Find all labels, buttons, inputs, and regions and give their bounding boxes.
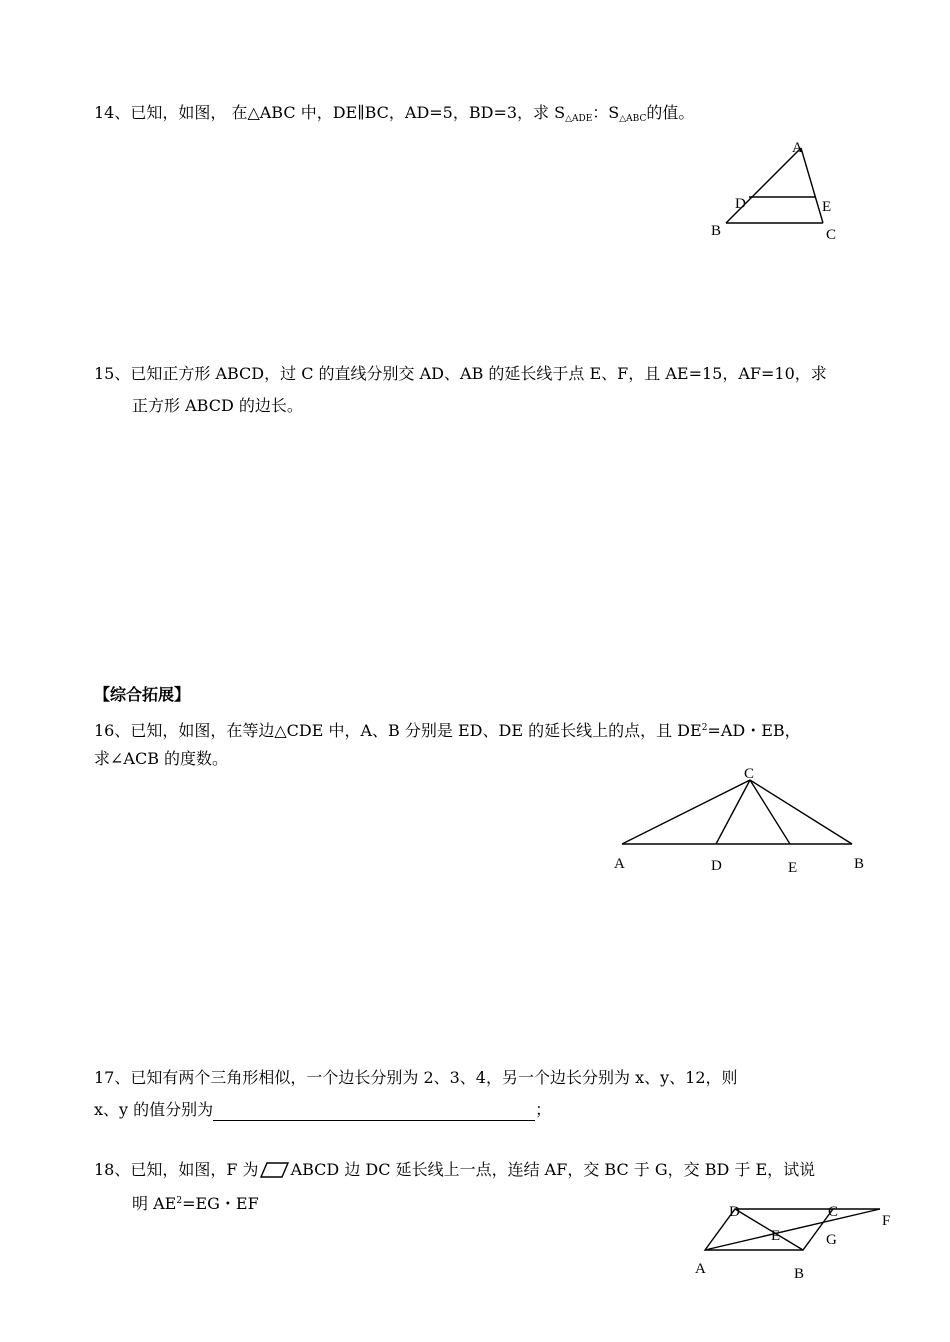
q14-label-e: E bbox=[822, 199, 832, 215]
q18-label-g: G bbox=[826, 1232, 837, 1248]
q18-text-part2: ABCD 边 DC 延长线上一点，连结 AF，交 BC 于 G，交 BD 于 E，试说 bbox=[290, 1160, 816, 1179]
q14-label-d: D bbox=[735, 196, 746, 212]
q14-label-c: C bbox=[826, 227, 837, 243]
q16-text-part2: =AD・EB， bbox=[707, 721, 801, 740]
q18-label-a: A bbox=[695, 1261, 706, 1277]
q16-label-a: A bbox=[614, 856, 625, 872]
q16-label-d: D bbox=[711, 858, 722, 874]
q16-label-e: E bbox=[788, 860, 798, 876]
question-16-line-2: 求∠ACB 的度数。 bbox=[94, 749, 229, 768]
q14-subscript-ade: △ADE bbox=[565, 114, 593, 124]
q16-label-b: B bbox=[854, 856, 865, 872]
q18-text-part3: 明 AE bbox=[132, 1194, 177, 1213]
q18-text-part4: =EG・EF bbox=[182, 1194, 259, 1213]
q14-text-end: 的值。 bbox=[646, 103, 695, 122]
question-17-line-1: 17、已知有两个三角形相似，一个边长分别为 2、3、4，另一个边长分别为 x、y、12，则 bbox=[94, 1068, 738, 1087]
q18-label-e: E bbox=[771, 1228, 781, 1244]
q18-superscript: 2 bbox=[176, 1196, 183, 1206]
q16-label-c: C bbox=[744, 766, 755, 782]
q17-text-part1: x、y 的值分别为 bbox=[94, 1100, 214, 1119]
section-heading: 【综合拓展】 bbox=[94, 685, 191, 704]
q14-text-part1: 14、已知，如图， 在△ABC 中，DE∥BC，AD=5，BD=3，求 S bbox=[94, 103, 566, 122]
q16-text-part1: 16、已知，如图，在等边△CDE 中，A、B 分别是 ED、DE 的延长线上的点，且 DE bbox=[94, 721, 702, 740]
q18-label-c: C bbox=[828, 1204, 839, 1220]
q16-superscript: 2 bbox=[701, 723, 708, 733]
question-15-line-1: 15、已知正方形 ABCD，过 C 的直线分别交 AD、AB 的延长线于点 E、F，且 AE=15，AF=10，求 bbox=[94, 364, 827, 383]
q17-text-part2: ； bbox=[535, 1100, 552, 1119]
q14-text-mid: ：S bbox=[592, 103, 620, 122]
question-15-line-2: 正方形 ABCD 的边长。 bbox=[132, 396, 303, 415]
q18-label-f: F bbox=[882, 1213, 891, 1229]
q18-label-b: B bbox=[794, 1266, 805, 1282]
q14-label-b: B bbox=[711, 223, 722, 239]
q18-text-part1: 18、已知，如图，F 为 bbox=[94, 1160, 259, 1179]
q18-label-d: D bbox=[729, 1204, 740, 1220]
q14-subscript-abc: △ABC bbox=[619, 114, 647, 124]
q14-label-a: A bbox=[792, 140, 803, 156]
